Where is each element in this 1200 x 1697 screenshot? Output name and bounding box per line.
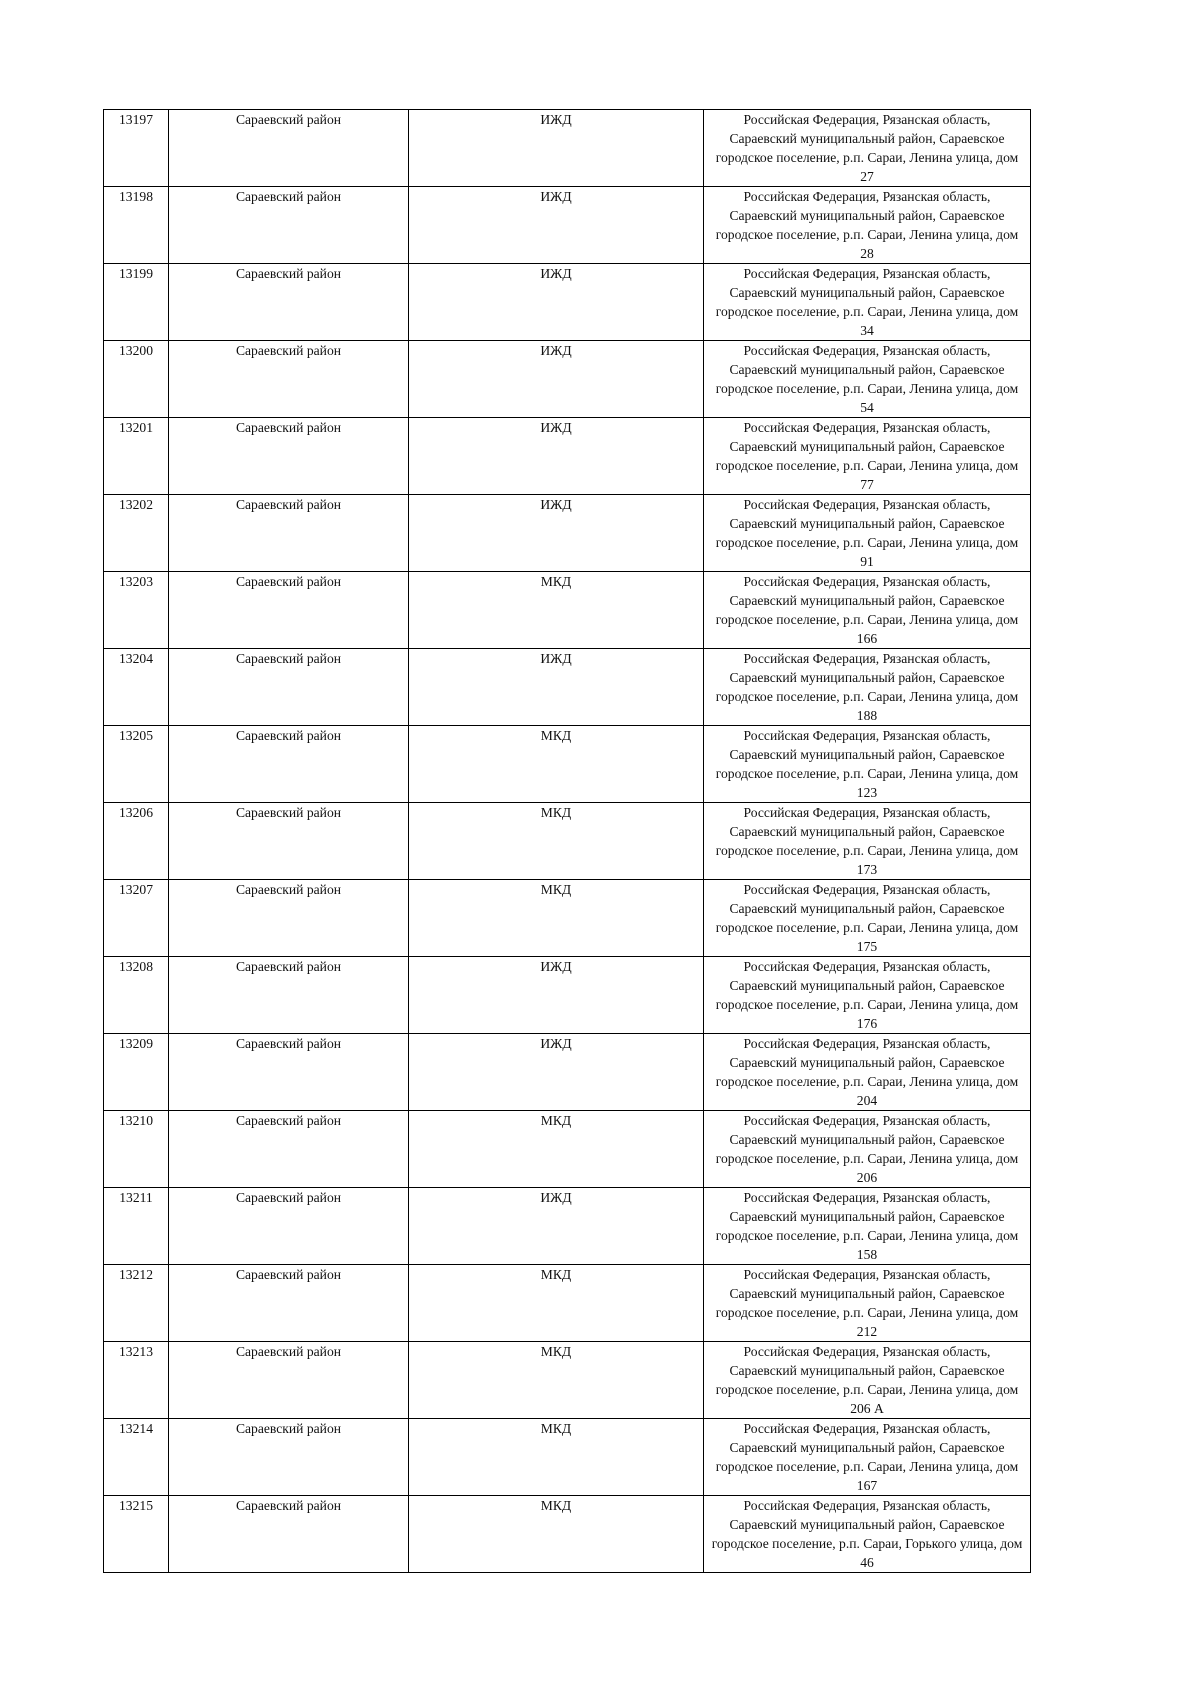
table-row — [104, 264, 1031, 341]
housing-type-cell: МКД — [409, 803, 704, 880]
table-row — [104, 880, 1031, 957]
row-number: 13212 — [104, 1265, 169, 1342]
district-cell: Сараевский район — [169, 1342, 409, 1419]
table-row — [104, 110, 1031, 187]
table-row — [104, 341, 1031, 418]
row-number: 13215 — [104, 1496, 169, 1573]
table-row — [104, 803, 1031, 880]
table-row — [104, 957, 1031, 1034]
housing-type-cell: МКД — [409, 1419, 704, 1496]
district-cell: Сараевский район — [169, 187, 409, 264]
address-cell: Российская Федерация, Рязанская область, Сараевский муниципальный район, Сараевское городское поселение, р.п. Сараи, Ленина улица, дом 166 — [704, 572, 1031, 649]
housing-type-cell: ИЖД — [409, 341, 704, 418]
address-cell: Российская Федерация, Рязанская область, Сараевский муниципальный район, Сараевское городское поселение, р.п. Сараи, Ленина улица, дом 27 — [704, 110, 1031, 187]
housing-type-cell: МКД — [409, 572, 704, 649]
row-number: 13207 — [104, 880, 169, 957]
housing-type-cell: ИЖД — [409, 110, 704, 187]
table-row — [104, 572, 1031, 649]
table-row — [104, 1111, 1031, 1188]
district-cell: Сараевский район — [169, 495, 409, 572]
row-number: 13210 — [104, 1111, 169, 1188]
district-cell: Сараевский район — [169, 726, 409, 803]
table-row — [104, 1342, 1031, 1419]
housing-type-cell: МКД — [409, 726, 704, 803]
address-cell: Российская Федерация, Рязанская область, Сараевский муниципальный район, Сараевское городское поселение, р.п. Сараи, Ленина улица, дом 173 — [704, 803, 1031, 880]
housing-type-cell: МКД — [409, 1265, 704, 1342]
address-cell: Российская Федерация, Рязанская область, Сараевский муниципальный район, Сараевское городское поселение, р.п. Сараи, Ленина улица, дом 175 — [704, 880, 1031, 957]
housing-type-cell: ИЖД — [409, 1034, 704, 1111]
address-cell: Российская Федерация, Рязанская область, Сараевский муниципальный район, Сараевское городское поселение, р.п. Сараи, Ленина улица, дом 158 — [704, 1188, 1031, 1265]
address-cell: Российская Федерация, Рязанская область, Сараевский муниципальный район, Сараевское городское поселение, р.п. Сараи, Ленина улица, дом 77 — [704, 418, 1031, 495]
housing-type-cell: МКД — [409, 1111, 704, 1188]
row-number: 13202 — [104, 495, 169, 572]
housing-type-cell: ИЖД — [409, 187, 704, 264]
row-number: 13198 — [104, 187, 169, 264]
address-cell: Российская Федерация, Рязанская область, Сараевский муниципальный район, Сараевское городское поселение, р.п. Сараи, Ленина улица, дом 212 — [704, 1265, 1031, 1342]
table-row — [104, 187, 1031, 264]
district-cell: Сараевский район — [169, 1034, 409, 1111]
district-cell: Сараевский район — [169, 649, 409, 726]
address-cell: Российская Федерация, Рязанская область, Сараевский муниципальный район, Сараевское городское поселение, р.п. Сараи, Ленина улица, дом 34 — [704, 264, 1031, 341]
district-cell: Сараевский район — [169, 418, 409, 495]
housing-type-cell: МКД — [409, 880, 704, 957]
district-cell: Сараевский район — [169, 880, 409, 957]
table-row — [104, 649, 1031, 726]
district-cell: Сараевский район — [169, 1188, 409, 1265]
district-cell: Сараевский район — [169, 1419, 409, 1496]
table-row — [104, 418, 1031, 495]
housing-type-cell: МКД — [409, 1342, 704, 1419]
address-cell: Российская Федерация, Рязанская область, Сараевский муниципальный район, Сараевское городское поселение, р.п. Сараи, Ленина улица, дом 91 — [704, 495, 1031, 572]
housing-type-cell: ИЖД — [409, 649, 704, 726]
address-cell: Российская Федерация, Рязанская область, Сараевский муниципальный район, Сараевское городское поселение, р.п. Сараи, Ленина улица, дом 176 — [704, 957, 1031, 1034]
address-cell: Российская Федерация, Рязанская область, Сараевский муниципальный район, Сараевское городское поселение, р.п. Сараи, Ленина улица, дом 206 А — [704, 1342, 1031, 1419]
row-number: 13199 — [104, 264, 169, 341]
table-row — [104, 1188, 1031, 1265]
housing-registry-table — [103, 109, 1031, 1573]
row-number: 13208 — [104, 957, 169, 1034]
table-row — [104, 495, 1031, 572]
table-row — [104, 1496, 1031, 1573]
row-number: 13205 — [104, 726, 169, 803]
district-cell: Сараевский район — [169, 803, 409, 880]
district-cell: Сараевский район — [169, 572, 409, 649]
row-number: 13201 — [104, 418, 169, 495]
district-cell: Сараевский район — [169, 341, 409, 418]
district-cell: Сараевский район — [169, 1496, 409, 1573]
row-number: 13204 — [104, 649, 169, 726]
housing-type-cell: ИЖД — [409, 1188, 704, 1265]
housing-type-cell: ИЖД — [409, 264, 704, 341]
housing-type-cell: ИЖД — [409, 495, 704, 572]
row-number: 13209 — [104, 1034, 169, 1111]
row-number: 13197 — [104, 110, 169, 187]
table-row — [104, 1034, 1031, 1111]
address-cell: Российская Федерация, Рязанская область, Сараевский муниципальный район, Сараевское городское поселение, р.п. Сараи, Ленина улица, дом 54 — [704, 341, 1031, 418]
address-cell: Российская Федерация, Рязанская область, Сараевский муниципальный район, Сараевское городское поселение, р.п. Сараи, Горького улица, дом 46 — [704, 1496, 1031, 1573]
row-number: 13211 — [104, 1188, 169, 1265]
address-cell: Российская Федерация, Рязанская область, Сараевский муниципальный район, Сараевское городское поселение, р.п. Сараи, Ленина улица, дом 188 — [704, 649, 1031, 726]
address-cell: Российская Федерация, Рязанская область, Сараевский муниципальный район, Сараевское городское поселение, р.п. Сараи, Ленина улица, дом 204 — [704, 1034, 1031, 1111]
district-cell: Сараевский район — [169, 1265, 409, 1342]
row-number: 13214 — [104, 1419, 169, 1496]
row-number: 13206 — [104, 803, 169, 880]
district-cell: Сараевский район — [169, 264, 409, 341]
district-cell: Сараевский район — [169, 110, 409, 187]
table-row — [104, 726, 1031, 803]
row-number: 13200 — [104, 341, 169, 418]
address-cell: Российская Федерация, Рязанская область, Сараевский муниципальный район, Сараевское городское поселение, р.п. Сараи, Ленина улица, дом 206 — [704, 1111, 1031, 1188]
row-number: 13213 — [104, 1342, 169, 1419]
housing-type-cell: ИЖД — [409, 418, 704, 495]
address-cell: Российская Федерация, Рязанская область, Сараевский муниципальный район, Сараевское городское поселение, р.п. Сараи, Ленина улица, дом 123 — [704, 726, 1031, 803]
table-row — [104, 1419, 1031, 1496]
housing-type-cell: ИЖД — [409, 957, 704, 1034]
district-cell: Сараевский район — [169, 1111, 409, 1188]
table-body — [104, 110, 1031, 1573]
address-cell: Российская Федерация, Рязанская область, Сараевский муниципальный район, Сараевское городское поселение, р.п. Сараи, Ленина улица, дом 167 — [704, 1419, 1031, 1496]
housing-type-cell: МКД — [409, 1496, 704, 1573]
district-cell: Сараевский район — [169, 957, 409, 1034]
address-cell: Российская Федерация, Рязанская область, Сараевский муниципальный район, Сараевское городское поселение, р.п. Сараи, Ленина улица, дом 28 — [704, 187, 1031, 264]
row-number: 13203 — [104, 572, 169, 649]
table-row — [104, 1265, 1031, 1342]
